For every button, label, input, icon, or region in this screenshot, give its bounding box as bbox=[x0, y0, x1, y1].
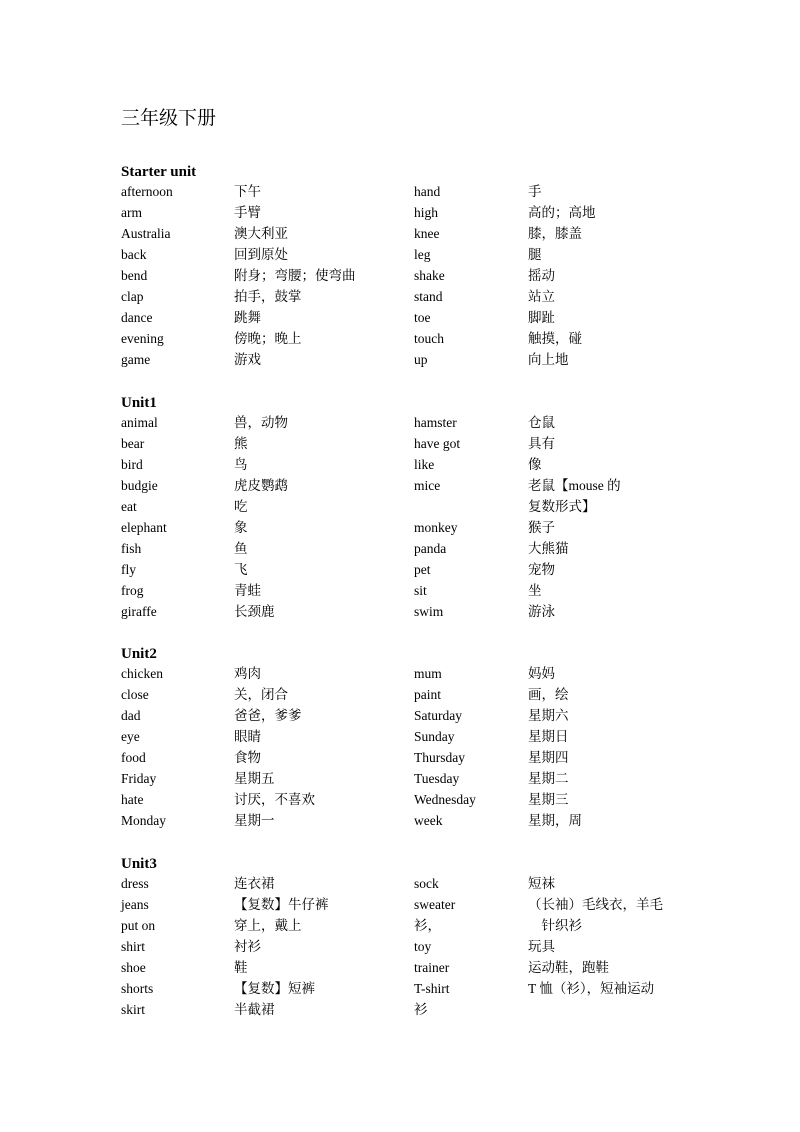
vocab-row bbox=[0, 894, 800, 915]
meaning-zh: 兽，动物 bbox=[234, 415, 288, 430]
meaning-zh: 宠物 bbox=[528, 562, 555, 577]
word-en: put on bbox=[121, 918, 156, 933]
vocab-row bbox=[0, 244, 800, 265]
word-en: leg bbox=[414, 247, 431, 262]
vocab-row bbox=[0, 726, 800, 747]
vocab-row bbox=[0, 915, 800, 936]
word-en: knee bbox=[414, 226, 440, 241]
word-en: hand bbox=[414, 184, 441, 199]
meaning-zh: 妈妈 bbox=[528, 666, 555, 681]
word-en: week bbox=[414, 813, 443, 828]
word-en: shirt bbox=[121, 939, 146, 954]
word-en: Monday bbox=[121, 813, 166, 828]
meaning-zh: 回到原处 bbox=[234, 247, 288, 262]
meaning-zh: 脚趾 bbox=[528, 310, 555, 325]
word-en: bird bbox=[121, 457, 143, 472]
word-en: jeans bbox=[121, 897, 149, 912]
meaning-zh: 穿上，戴上 bbox=[234, 918, 302, 933]
word-en: Friday bbox=[121, 771, 157, 786]
word-en: chicken bbox=[121, 666, 163, 681]
section-heading: Unit2 bbox=[121, 646, 157, 662]
word-en: clap bbox=[121, 289, 144, 304]
meaning-zh: 膝，膝盖 bbox=[528, 226, 582, 241]
vocab-row bbox=[0, 663, 800, 684]
word-en: afternoon bbox=[121, 184, 173, 199]
vocab-row bbox=[0, 873, 800, 894]
vocab-row bbox=[0, 705, 800, 726]
vocab-row bbox=[0, 307, 800, 328]
word-en: 衫 bbox=[414, 1002, 428, 1017]
meaning-zh: 【复数】牛仔裤 bbox=[234, 897, 329, 912]
section-rows bbox=[0, 412, 800, 622]
meaning-zh: 站立 bbox=[528, 289, 555, 304]
word-en: budgie bbox=[121, 478, 158, 493]
vocab-row bbox=[0, 768, 800, 789]
meaning-zh: 大熊猫 bbox=[528, 541, 569, 556]
vocab-row bbox=[0, 265, 800, 286]
word-en: arm bbox=[121, 205, 142, 220]
page-title: 三年级下册 bbox=[121, 108, 217, 129]
vocab-row bbox=[0, 433, 800, 454]
meaning-zh: 鱼 bbox=[234, 541, 248, 556]
meaning-zh: 连衣裙 bbox=[234, 876, 275, 891]
meaning-zh: 老鼠【mouse 的 bbox=[528, 478, 621, 493]
word-en: Thursday bbox=[414, 750, 465, 765]
meaning-zh: 星期三 bbox=[528, 792, 569, 807]
vocab-row bbox=[0, 999, 800, 1020]
meaning-zh: 玩具 bbox=[528, 939, 555, 954]
word-en: Sunday bbox=[414, 729, 455, 744]
meaning-zh: 触摸，碰 bbox=[528, 331, 582, 346]
word-en: touch bbox=[414, 331, 444, 346]
meaning-zh: 猴子 bbox=[528, 520, 555, 535]
vocab-row bbox=[0, 181, 800, 202]
word-en: shake bbox=[414, 268, 445, 283]
word-en: monkey bbox=[414, 520, 458, 535]
meaning-zh: 拍手，鼓掌 bbox=[234, 289, 302, 304]
meaning-zh: 手 bbox=[528, 184, 542, 199]
vocab-row bbox=[0, 789, 800, 810]
word-en: sweater bbox=[414, 897, 456, 912]
word-en: swim bbox=[414, 604, 444, 619]
meaning-zh: 仓鼠 bbox=[528, 415, 555, 430]
word-en: shorts bbox=[121, 981, 154, 996]
vocab-row bbox=[0, 412, 800, 433]
word-en: high bbox=[414, 205, 439, 220]
word-en: eat bbox=[121, 499, 137, 514]
word-en: bend bbox=[121, 268, 148, 283]
vocab-row bbox=[0, 559, 800, 580]
meaning-zh: 附身；弯腰；使弯曲 bbox=[234, 268, 356, 283]
meaning-zh: 爸爸，爹爹 bbox=[234, 708, 302, 723]
section-heading: Unit1 bbox=[121, 395, 157, 411]
meaning-zh: 半截裙 bbox=[234, 1002, 275, 1017]
meaning-zh: T 恤（衫），短袖运动 bbox=[528, 981, 655, 996]
meaning-zh: 游泳 bbox=[528, 604, 555, 619]
word-en: close bbox=[121, 687, 149, 702]
vocab-row bbox=[0, 810, 800, 831]
word-en: mum bbox=[414, 666, 442, 681]
word-en: 衫， bbox=[414, 918, 441, 933]
meaning-zh: 关，闭合 bbox=[234, 687, 288, 702]
word-en: back bbox=[121, 247, 147, 262]
meaning-zh: 腿 bbox=[528, 247, 542, 262]
meaning-zh: （长袖）毛线衣，羊毛 bbox=[528, 897, 663, 912]
word-en: stand bbox=[414, 289, 443, 304]
section-rows bbox=[0, 181, 800, 370]
vocab-row bbox=[0, 517, 800, 538]
section-rows bbox=[0, 873, 800, 1020]
vocab-row bbox=[0, 223, 800, 244]
vocab-row bbox=[0, 349, 800, 370]
vocab-row bbox=[0, 684, 800, 705]
meaning-zh: 游戏 bbox=[234, 352, 261, 367]
word-en: hate bbox=[121, 792, 144, 807]
word-en: trainer bbox=[414, 960, 450, 975]
word-en: Australia bbox=[121, 226, 171, 241]
word-en: fly bbox=[121, 562, 136, 577]
word-en: evening bbox=[121, 331, 164, 346]
word-en: shoe bbox=[121, 960, 146, 975]
meaning-zh: 青蛙 bbox=[234, 583, 261, 598]
meaning-zh: 澳大利亚 bbox=[234, 226, 288, 241]
meaning-zh: 眼睛 bbox=[234, 729, 261, 744]
meaning-zh: 鸡肉 bbox=[234, 666, 261, 681]
meaning-zh: 鸟 bbox=[234, 457, 248, 472]
word-en: up bbox=[414, 352, 428, 367]
meaning-zh: 星期四 bbox=[528, 750, 569, 765]
meaning-zh: 星期日 bbox=[528, 729, 569, 744]
meaning-zh: 摇动 bbox=[528, 268, 555, 283]
meaning-zh: 虎皮鹦鹉 bbox=[234, 478, 288, 493]
word-en: sock bbox=[414, 876, 439, 891]
vocab-row bbox=[0, 475, 800, 496]
meaning-zh: 具有 bbox=[528, 436, 555, 451]
vocab-row bbox=[0, 538, 800, 559]
meaning-zh: 象 bbox=[234, 520, 248, 535]
meaning-zh: 坐 bbox=[528, 583, 542, 598]
meaning-zh: 食物 bbox=[234, 750, 261, 765]
word-en: paint bbox=[414, 687, 441, 702]
word-en: panda bbox=[414, 541, 447, 556]
meaning-zh: 傍晚；晚上 bbox=[234, 331, 302, 346]
meaning-zh: 长颈鹿 bbox=[234, 604, 275, 619]
meaning-zh: 高的；高地 bbox=[528, 205, 596, 220]
word-en: pet bbox=[414, 562, 431, 577]
vocab-row bbox=[0, 601, 800, 622]
vocab-row bbox=[0, 957, 800, 978]
meaning-zh: 画，绘 bbox=[528, 687, 569, 702]
vocab-row bbox=[0, 202, 800, 223]
word-en: eye bbox=[121, 729, 140, 744]
word-en: have got bbox=[414, 436, 461, 451]
word-en: dress bbox=[121, 876, 149, 891]
meaning-zh: 跳舞 bbox=[234, 310, 261, 325]
meaning-zh: 星期二 bbox=[528, 771, 569, 786]
word-en: dance bbox=[121, 310, 153, 325]
meaning-zh: 手臂 bbox=[234, 205, 261, 220]
meaning-zh: 星期，周 bbox=[528, 813, 582, 828]
word-en: frog bbox=[121, 583, 144, 598]
meaning-zh: 鞋 bbox=[234, 960, 248, 975]
vocab-row bbox=[0, 747, 800, 768]
word-en: game bbox=[121, 352, 151, 367]
vocab-row bbox=[0, 328, 800, 349]
vocab-row bbox=[0, 454, 800, 475]
meaning-zh: 针织衫 bbox=[528, 918, 582, 933]
word-en: elephant bbox=[121, 520, 167, 535]
word-en: fish bbox=[121, 541, 142, 556]
meaning-zh: 讨厌，不喜欢 bbox=[234, 792, 315, 807]
meaning-zh: 运动鞋，跑鞋 bbox=[528, 960, 609, 975]
meaning-zh: 星期一 bbox=[234, 813, 275, 828]
word-en: bear bbox=[121, 436, 145, 451]
meaning-zh: 复数形式】 bbox=[528, 499, 596, 514]
word-en: Tuesday bbox=[414, 771, 460, 786]
word-en: toy bbox=[414, 939, 432, 954]
vocab-row bbox=[0, 286, 800, 307]
word-en: Wednesday bbox=[414, 792, 476, 807]
word-en: animal bbox=[121, 415, 158, 430]
section-heading: Unit3 bbox=[121, 856, 157, 872]
word-en: hamster bbox=[414, 415, 457, 430]
word-en: sit bbox=[414, 583, 427, 598]
meaning-zh: 像 bbox=[528, 457, 542, 472]
vocab-row bbox=[0, 936, 800, 957]
vocab-row bbox=[0, 496, 800, 517]
meaning-zh: 短袜 bbox=[528, 876, 555, 891]
word-en: food bbox=[121, 750, 146, 765]
word-en: dad bbox=[121, 708, 141, 723]
meaning-zh: 向上地 bbox=[528, 352, 569, 367]
meaning-zh: 星期六 bbox=[528, 708, 569, 723]
meaning-zh: 星期五 bbox=[234, 771, 275, 786]
section-heading: Starter unit bbox=[121, 164, 197, 180]
word-en: like bbox=[414, 457, 435, 472]
word-en: skirt bbox=[121, 1002, 146, 1017]
word-en: mice bbox=[414, 478, 441, 493]
meaning-zh: 飞 bbox=[234, 562, 248, 577]
meaning-zh: 衬衫 bbox=[234, 939, 261, 954]
word-en: T-shirt bbox=[414, 981, 450, 996]
word-en: Saturday bbox=[414, 708, 462, 723]
meaning-zh: 吃 bbox=[234, 499, 248, 514]
word-en: toe bbox=[414, 310, 431, 325]
meaning-zh: 熊 bbox=[234, 436, 248, 451]
meaning-zh: 下午 bbox=[234, 184, 261, 199]
word-en: giraffe bbox=[121, 604, 157, 619]
section-rows bbox=[0, 663, 800, 831]
vocab-row bbox=[0, 978, 800, 999]
vocab-row bbox=[0, 580, 800, 601]
meaning-zh: 【复数】短裤 bbox=[234, 981, 315, 996]
